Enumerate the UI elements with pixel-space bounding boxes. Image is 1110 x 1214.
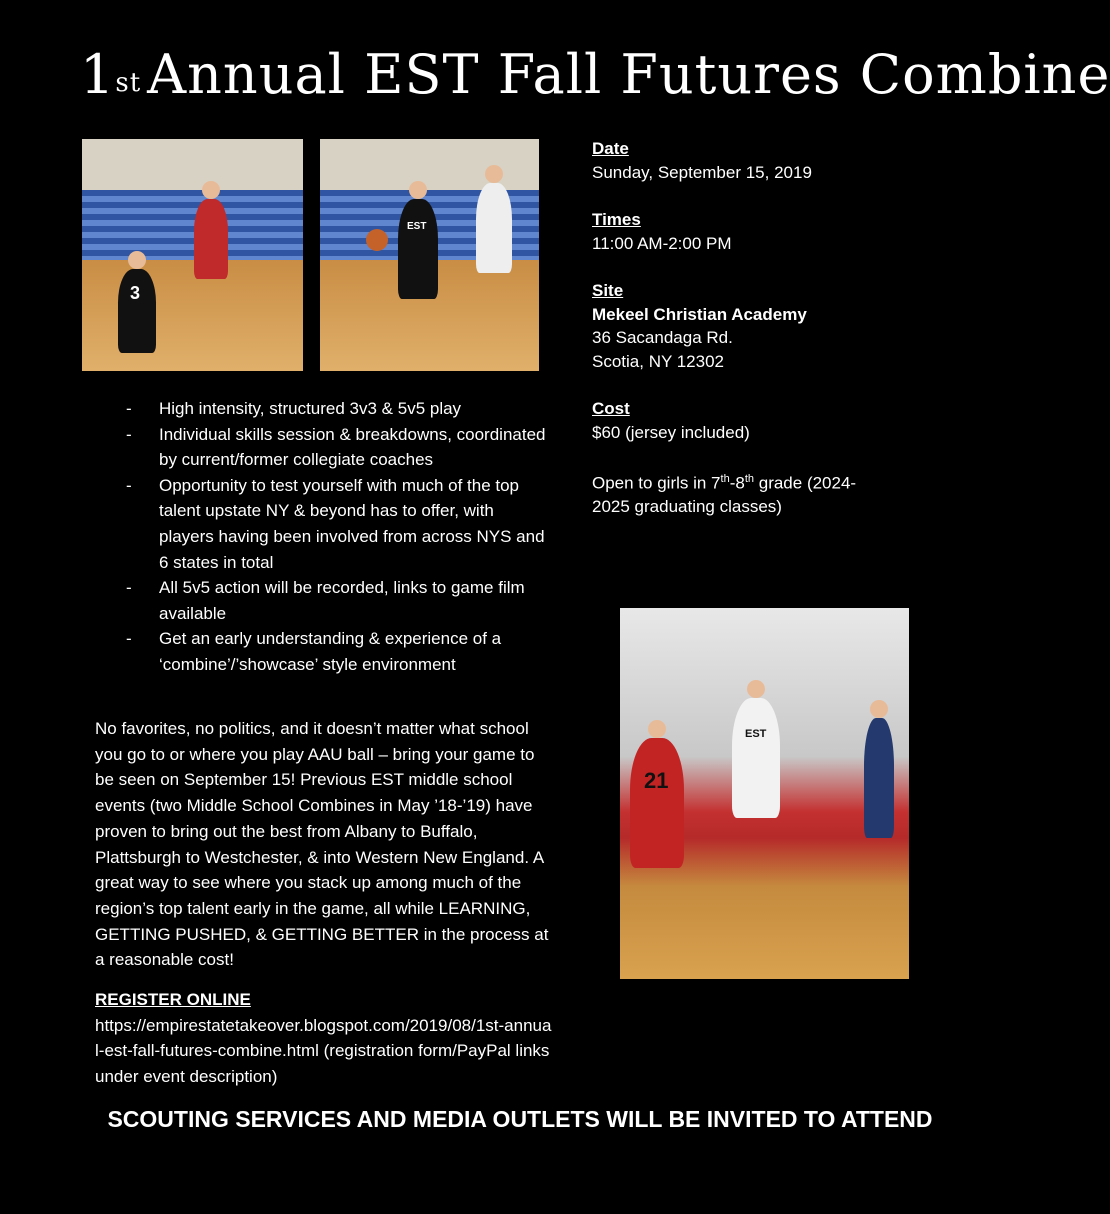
site-address-line2: Scotia, NY 12302 xyxy=(592,351,724,371)
photo-player-jump-shot xyxy=(82,139,303,371)
list-item: - All 5v5 action will be recorded, links to game film available xyxy=(126,575,546,626)
list-item: - High intensity, structured 3v3 & 5v5 play xyxy=(126,396,546,422)
list-item: - Get an early understanding & experience of a ‘combine’/’showcase’ style environment xyxy=(126,626,546,677)
title-text: Annual EST Fall Futures Combine xyxy=(147,43,1110,106)
register-section xyxy=(95,987,555,1089)
jersey-number: 3 xyxy=(130,283,141,303)
times-value: 11:00 AM-2:00 PM xyxy=(592,233,732,253)
event-details xyxy=(592,137,932,519)
basketball-icon xyxy=(366,229,388,251)
title-ordinal-suffix: st xyxy=(115,68,142,98)
jersey-number: 21 xyxy=(644,768,669,793)
page-title xyxy=(80,40,1110,110)
list-item: - Opportunity to test yourself with much of the top talent upstate NY & beyond has to offer, with players having been involved from across NYS and 6 states in total xyxy=(126,473,546,575)
title-ordinal: 1 xyxy=(80,43,116,106)
description-paragraph: No favorites, no politics, and it doesn’t matter what school you go to or where you play AAU ball – bring your game to be seen on September 15! Previous EST middle school events (two Middle School Combines in May ’18-’19) have proven to bring out the best from Albany to Buffalo, Plattsburgh to Westchester, & into Western New England. A great way to see where you stack up among much of the region’s top talent early in the game, all while LEARNING, GETTING PUSHED, & GETTING BETTER in the process at a reasonable cost! xyxy=(95,719,549,970)
register-label: REGISTER ONLINE xyxy=(95,990,251,1009)
list-item: - Individual skills session & breakdowns, coordinated by current/former collegiate coaches xyxy=(126,422,546,473)
site-label: Site xyxy=(592,281,624,300)
site-name: Mekeel Christian Academy xyxy=(592,304,807,324)
jersey-text: EST xyxy=(407,221,427,232)
date-label: Date xyxy=(592,139,629,158)
site-address-line1: 36 Sacandaga Rd. xyxy=(592,328,733,347)
cost-label: Cost xyxy=(592,399,630,418)
footer-banner: SCOUTING SERVICES AND MEDIA OUTLETS WILL BE INVITED TO ATTEND xyxy=(107,1106,933,1132)
eligibility-text: Open to girls in 7th-8th grade (2024-2025 graduating classes) xyxy=(592,473,857,517)
date-value: Sunday, September 15, 2019 xyxy=(592,162,812,182)
register-note: (registration form/PayPal links under event description) xyxy=(95,1041,550,1086)
cost-value: $60 (jersey included) xyxy=(592,422,750,442)
jersey-text: EST xyxy=(745,728,767,740)
photo-player-shooting xyxy=(620,608,909,979)
photo-player-dribbling xyxy=(320,139,539,371)
features-list xyxy=(126,396,546,678)
times-label: Times xyxy=(592,210,641,229)
register-link[interactable]: https://empirestatetakeover.blogspot.com/2019/08/1st-annual-est-fall-futures-combine.html xyxy=(95,1015,552,1061)
